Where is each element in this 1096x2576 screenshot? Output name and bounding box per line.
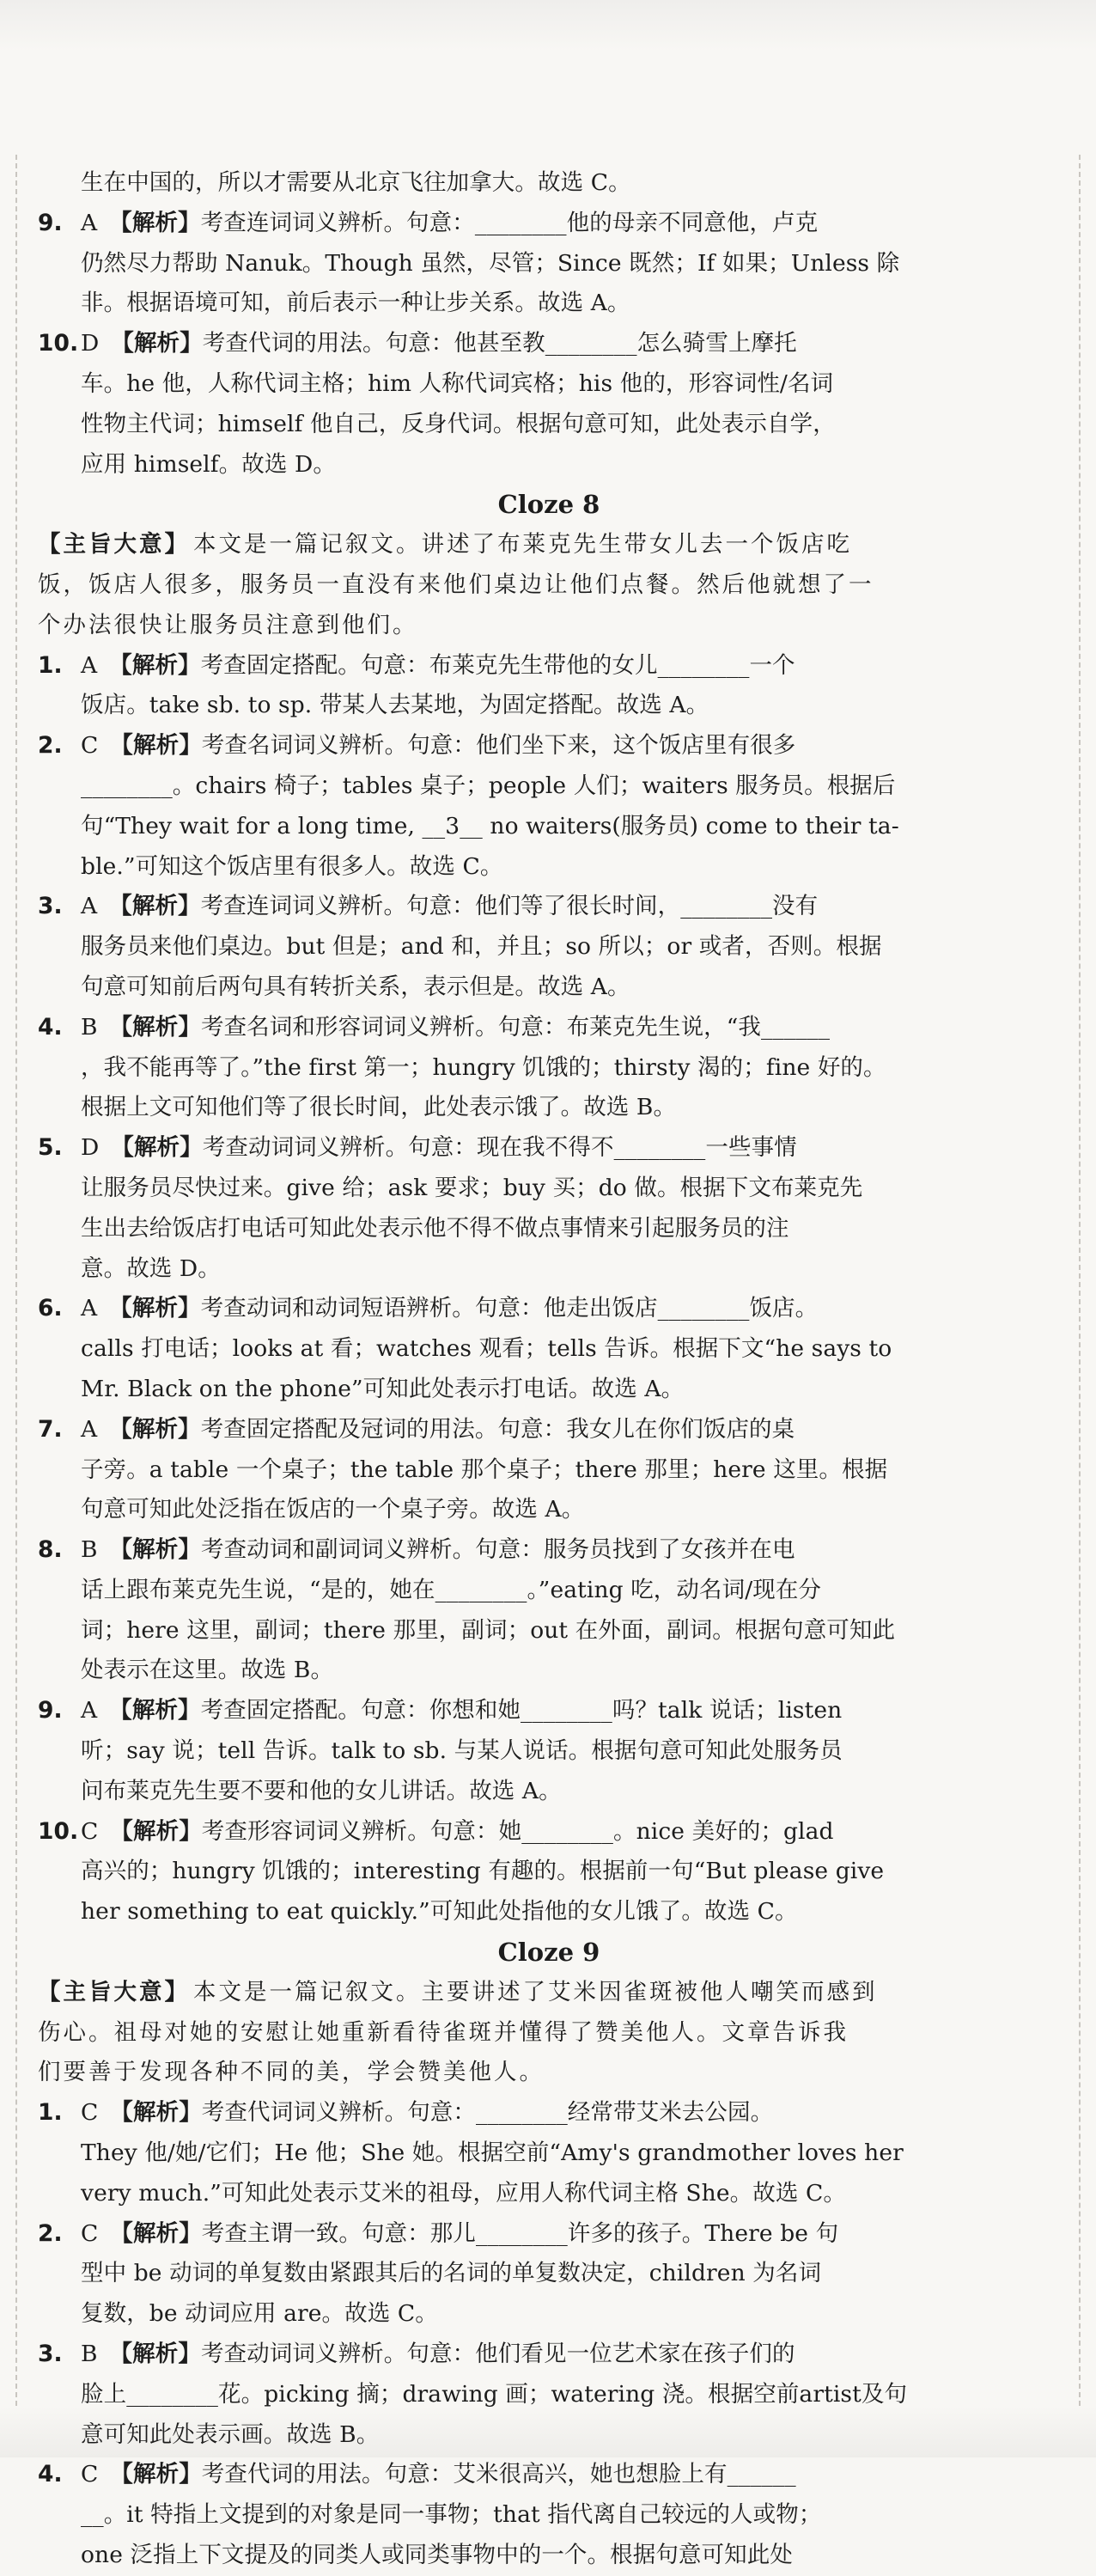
summary-paragraph-line <box>38 565 1060 606</box>
summary-text: 伤心。祖母对她的安慰让她重新看待雀斑并懂得了赞美他人。文章告诉我 <box>38 2018 849 2046</box>
question-number: 5. <box>38 1134 63 1162</box>
answer-item <box>38 2335 1060 2375</box>
explanation-text: 考查代词的用法。句意：他甚至教________怎么骑雪上摩托 <box>202 330 797 357</box>
summary-text: 个办法很快让服务员注意到他们。 <box>38 611 418 638</box>
explanation-line: 生出去给饭店打电话可知此处表示他不得不做点事情来引起服务员的注 <box>81 1214 789 1242</box>
answer-letter: C <box>81 732 99 760</box>
explanation-line: ________。chairs 椅子；tables 桌子；people 人们；waiters 服务员。根据后 <box>81 772 896 799</box>
explanation-line: 复数，be 动词应用 are。故选 C。 <box>81 2300 438 2328</box>
analysis-label: 【解析】 <box>109 1013 201 1041</box>
question-number: 3. <box>38 893 63 920</box>
explanation-line: 仍然尽力帮助 Nanuk。Though 虽然，尽管；Since 既然；If 如果；Unless 除 <box>81 249 900 277</box>
explanation-text: 考查动词和动词短语辨析。句意：他走出饭店________饭店。 <box>200 1295 819 1322</box>
explanation-line: 根据上文可知他们等了很长时间，此处表示饿了。故选 B。 <box>81 1094 677 1121</box>
explanation-line: ，我不能再等了。”the first 第一；hungry 饥饿的；thirsty 渴的；fine 好的。 <box>81 1053 886 1081</box>
question-number: 8. <box>38 1536 63 1564</box>
explanation-line: 饭店。take sb. to sp. 带某人去某地，为固定搭配。故选 A。 <box>81 692 709 719</box>
explanation-text: 考查主谓一致。句意：那儿________许多的孩子。There be 句 <box>201 2219 839 2247</box>
explanation-line: 脸上________花。picking 摘；drawing 画；watering 浇。根据空前artist及句 <box>81 2380 908 2408</box>
explanation-line: 听；say 说；tell 告诉。talk to sb. 与某人说话。根据句意可知此处服务员 <box>81 1737 843 1765</box>
answer-item <box>38 1128 1060 1169</box>
answer-letter: A <box>81 893 98 920</box>
explanation-line: 让服务员尽快过来。give 给；ask 要求；buy 买；do 做。根据下文布莱克先 <box>81 1174 863 1201</box>
answer-letter: A <box>81 1415 98 1443</box>
analysis-label: 【解析】 <box>110 1817 202 1845</box>
explanation-line: 词；here 这里，副词；there 那里，副词；out 在外面，副词。根据句意可知此 <box>81 1616 896 1644</box>
explanation-text: 考查固定搭配。句意：布莱克先生带他的女儿________一个 <box>200 651 795 679</box>
analysis-label: 【解析】 <box>109 1295 201 1322</box>
answer-item <box>38 1691 1060 1731</box>
summary-paragraph-line <box>38 606 1060 646</box>
question-number: 1. <box>38 2099 63 2127</box>
analysis-label: 【解析】 <box>111 1134 203 1162</box>
section-title: Cloze 8 <box>497 490 600 520</box>
explanation-line: __。it 特指上文提到的对象是同一事物；that 指代离自己较远的人或物； <box>81 2501 822 2529</box>
question-number: 10. <box>38 1817 79 1845</box>
explanation-line: 性物主代词；himself 他自己，反身代词。根据句意可知，此处表示自学， <box>81 410 836 437</box>
analysis-label: 【解析】 <box>110 2461 202 2488</box>
explanation-line: They 他/她/它们；He 他；She 她。根据空前“Amy's grandmother loves her <box>81 2140 904 2167</box>
answer-item <box>38 2093 1060 2133</box>
explanation-line: 意。故选 D。 <box>81 1254 221 1282</box>
explanation-line: 子旁。a table 一个桌子；the table 那个桌子；there 那里；here 这里。根据 <box>81 1456 888 1483</box>
section-title: Cloze 9 <box>497 1938 600 1968</box>
summary-text: 本文是一篇记叙文。主要讲述了艾米因雀斑被他人嘲笑而感到 <box>193 1978 878 2005</box>
explanation-line: 非。根据语境可知，前后表示一种让步关系。故选 A。 <box>81 290 630 317</box>
analysis-label: 【解析】 <box>109 651 201 679</box>
question-number: 2. <box>38 732 63 760</box>
summary-paragraph-line <box>38 2013 1060 2054</box>
summary-text: 本文是一篇记叙文。讲述了布莱克先生带女儿去一个饭店吃 <box>193 531 852 559</box>
analysis-label: 【解析】 <box>109 893 201 920</box>
analysis-label: 【解析】 <box>109 2341 201 2368</box>
answer-letter: C <box>81 1817 99 1845</box>
explanation-line: 句意可知此处泛指在饭店的一个桌子旁。故选 A。 <box>81 1496 585 1523</box>
answer-letter: B <box>81 1536 98 1564</box>
explanation-text: 考查动词词义辨析。句意：他们看见一位艺术家在孩子们的 <box>200 2341 795 2368</box>
explanation-text: 考查名词词义辨析。句意：他们坐下来，这个饭店里有很多 <box>201 732 796 760</box>
explanation-line: 处表示在这里。故选 B。 <box>81 1657 334 1684</box>
answer-letter: A <box>81 1295 98 1322</box>
explanation-line: 型中 be 动词的单复数由紧跟其后的名词的单复数决定，children 为名词 <box>81 2260 822 2287</box>
answer-item <box>38 2214 1060 2255</box>
explanation-text: 考查连词词义辨析。句意：________他的母亲不同意他，卢克 <box>200 209 819 236</box>
answer-item <box>38 324 1060 364</box>
question-number: 3. <box>38 2341 63 2368</box>
summary-paragraph-start <box>38 525 1060 565</box>
explanation-line: one 泛指上下文提及的同类人或同类事物中的一个。根据句意可知此处 <box>81 2542 793 2569</box>
answer-explanations <box>38 163 1060 2576</box>
analysis-label: 【解析】 <box>109 1536 201 1564</box>
analysis-label: 【解析】 <box>111 330 203 357</box>
answer-item <box>38 887 1060 927</box>
explanation-line: 问布莱克先生要不要和他的女儿讲话。故选 A。 <box>81 1777 562 1804</box>
question-number: 9. <box>38 1697 63 1724</box>
explanation-text: 考查固定搭配及冠词的用法。句意：我女儿在你们饭店的桌 <box>200 1415 795 1443</box>
answer-letter: C <box>81 2219 99 2247</box>
explanation-text: 考查固定搭配。句意：你想和她________吗？talk 说话；listen <box>200 1697 843 1724</box>
analysis-label: 【解析】 <box>110 2219 202 2247</box>
answer-letter: A <box>81 1697 98 1724</box>
answer-letter: A <box>81 209 98 236</box>
explanation-line: very much.”可知此处表示艾米的祖母，应用人称代词主格 She。故选 C。 <box>81 2179 846 2207</box>
answer-letter: C <box>81 2461 99 2488</box>
answer-letter: C <box>81 2099 99 2127</box>
answer-item <box>38 2455 1060 2495</box>
summary-text: 饭，饭店人很多，服务员一直没有来他们桌边让他们点餐。然后他就想了一 <box>38 571 874 598</box>
analysis-label: 【解析】 <box>110 732 202 760</box>
question-number: 10. <box>38 330 79 357</box>
explanation-text: 考查形容词词义辨析。句意：她________。nice 美好的；glad <box>201 1817 834 1845</box>
explanation-line: 服务员来他们桌边。but 但是；and 和，并且；so 所以；or 或者，否则。根据 <box>81 933 882 961</box>
answer-item <box>38 1812 1060 1853</box>
answer-item <box>38 1289 1060 1329</box>
answer-letter: B <box>81 1013 98 1041</box>
explanation-line: 应用 himself。故选 D。 <box>81 450 336 478</box>
question-number: 2. <box>38 2219 63 2247</box>
answer-item <box>38 1530 1060 1571</box>
explanation-text: 考查代词词义辨析。句意：________经常带艾米去公园。 <box>201 2099 774 2127</box>
question-number: 6. <box>38 1295 63 1322</box>
explanation-line: 句意可知前后两句具有转折关系，表示但是。故选 A。 <box>81 973 630 1000</box>
explanation-line: 车。he 他，人称代词主格；him 人称代词宾格；his 他的，形容词性/名词 <box>81 369 834 397</box>
summary-paragraph-line <box>38 2053 1060 2093</box>
explanation-line: calls 打电话；looks at 看；watches 观看；tells 告诉。根据下文“he says to <box>81 1335 892 1363</box>
explanation-line: ble.”可知这个饭店里有很多人。故选 C。 <box>81 852 503 880</box>
analysis-label: 【解析】 <box>109 1415 201 1443</box>
analysis-label: 【解析】 <box>110 2099 202 2127</box>
answer-item <box>38 204 1060 244</box>
question-number: 4. <box>38 1013 63 1041</box>
question-number: 4. <box>38 2461 63 2488</box>
answer-letter: D <box>81 330 100 357</box>
explanation-text: 考查代词的用法。句意：艾米很高兴，她也想脸上有______ <box>201 2461 796 2488</box>
explanation-line: 句“They wait for a long time, __3__ no waiters(服务员) come to their ta- <box>81 812 899 839</box>
explanation-line: 意可知此处表示画。故选 B。 <box>81 2420 380 2448</box>
question-number: 9. <box>38 209 63 236</box>
summary-paragraph-start <box>38 1973 1060 2013</box>
explanation-line: her something to eat quickly.”可知此处指他的女儿饿了。故选 C。 <box>81 1898 798 1926</box>
answer-letter: A <box>81 651 98 679</box>
explanation-text: 考查动词词义辨析。句意：现在我不得不________一些事情 <box>202 1134 797 1162</box>
answer-letter: B <box>81 2341 98 2368</box>
summary-text: 们要善于发现各种不同的美，学会赞美他人。 <box>38 2059 545 2086</box>
answer-item <box>38 1410 1060 1450</box>
summary-label: 【主旨大意】 <box>38 531 190 559</box>
question-number: 7. <box>38 1415 63 1443</box>
explanation-line: 高兴的；hungry 饥饿的；interesting 有趣的。根据前一句“But please give <box>81 1858 885 1885</box>
explanation-text: 考查动词和副词词义辨析。句意：服务员找到了女孩并在电 <box>200 1536 795 1564</box>
answer-letter: D <box>81 1134 100 1162</box>
summary-label: 【主旨大意】 <box>38 1978 190 2005</box>
answer-item <box>38 646 1060 687</box>
question-number: 1. <box>38 651 63 679</box>
left-dashed-margin-line <box>15 155 17 2406</box>
explanation-text: 考查连词词义辨析。句意：他们等了很长时间，________没有 <box>200 893 819 920</box>
answer-item <box>38 1008 1060 1048</box>
explanation-line: 话上跟布莱克先生说，“是的，她在________。”eating 吃，动名词/现在分 <box>81 1576 822 1603</box>
analysis-label: 【解析】 <box>109 1697 201 1724</box>
analysis-label: 【解析】 <box>109 209 201 236</box>
explanation-text: 考查名词和形容词词义辨析。句意：布莱克先生说，“我______ <box>200 1013 831 1041</box>
right-dashed-margin-line <box>1079 155 1081 2406</box>
answer-item <box>38 726 1060 766</box>
explanation-line: Mr. Black on the phone”可知此处表示打电话。故选 A。 <box>81 1375 685 1402</box>
explanation-line: 生在中国的，所以才需要从北京飞往加拿大。故选 C。 <box>81 169 631 196</box>
